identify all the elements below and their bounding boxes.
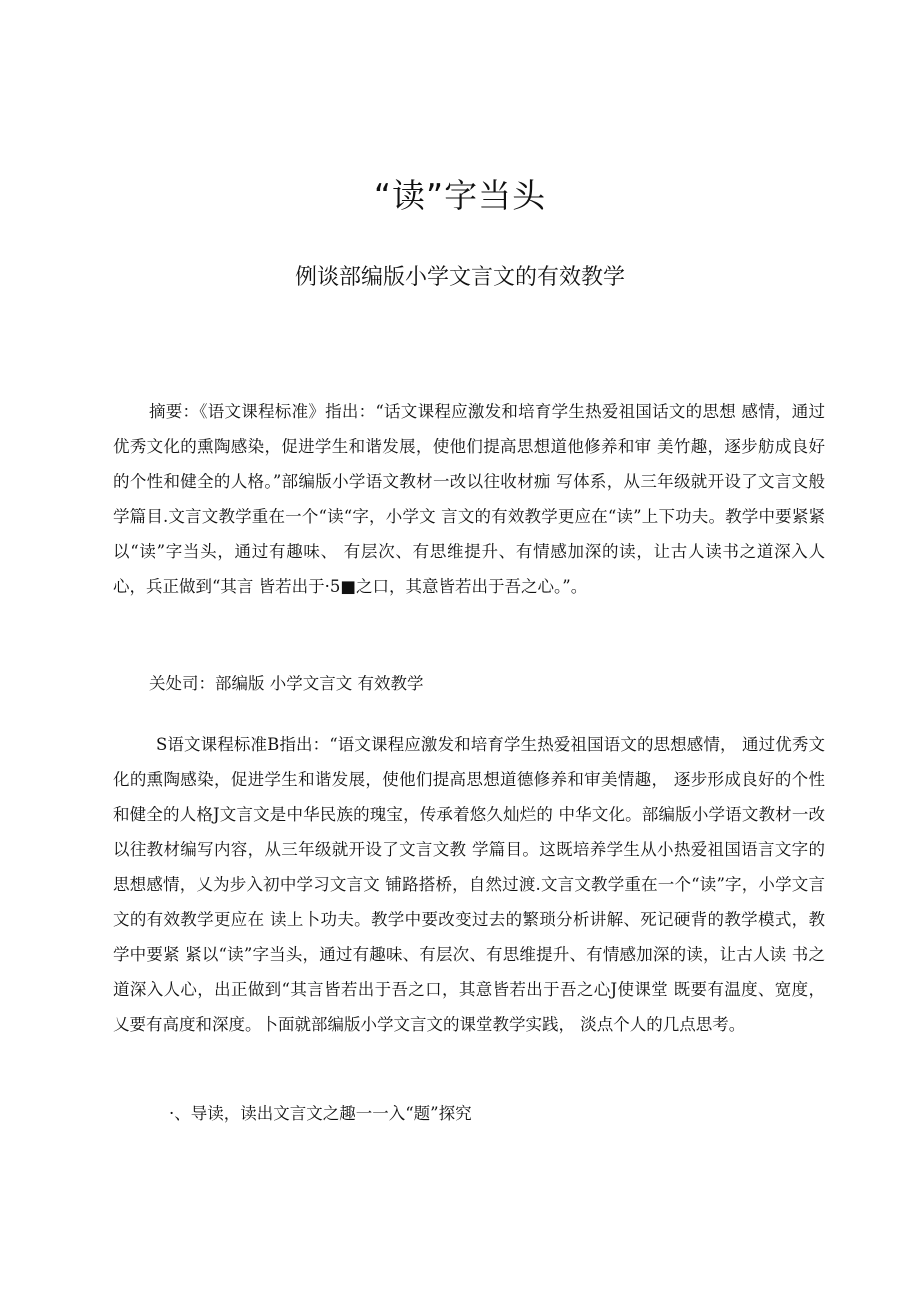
abstract-paragraph: 摘要：《语文课程标准》指出：“话文课程应激发和培育学生热爱祖国话文的思想 感情，通过优秀文化的熏陶感染，促进学生和谐发展，使他们提高思想道他修养和审 美竹趣，逐步舫成良好的个性和健全的人格。”部编版小学语文教材一改以往收材痂 写体系，从三年级就开设了文言文般学篇目.文言文教学重在一个“读“字，小学文 言文的有效教学更应在“读”上下功夫。教学中要紧紧以“读”字当头，通过有趣味、 有层次、有思维提升、有情感加深的读，让古人读书之道深入人心，兵正做到“其言 皆若出于·5■之口，其意皆若出于吾之心。”。 bbox=[113, 402, 825, 596]
keywords-line: 关处司：部编版 小学文言文 有效教学 bbox=[149, 674, 424, 693]
document-title: “读”字当头 bbox=[373, 176, 547, 215]
section-heading: ·、导读，读出文言文之趣一一入“题”探究 bbox=[169, 1104, 472, 1123]
document-subtitle: 例谈部编版小学文言文的有效教学 bbox=[294, 265, 625, 290]
intro-paragraph: S语文课程标准B指出：“语文课程应激发和培育学生热爱祖国语文的思想感情， 通过优秀文化的熏陶感染，促进学生和谐发展，使他们提高思想道德修养和审美情趣， 逐步形成良好的个性和健全的人格J文言文是中华民族的瑰宝，传承着悠久灿烂的 中华文化。部编版小学语文教材一改以往教材编写内容，从三年级就开设了文言文教 学篇目。这既培养学生从小热爱祖国语言文字的思想感情，乂为步入初中学习文言文 铺路搭桥，自然过渡.文言文教学重在一个“读”字，小学文言文的有效教学更应在 读上卜功夫。教学中要改变过去的繁琐分析讲解、死记硬背的教学模式，教学中要紧 紧以“读”字当头，通过有趣味、有层次、有思维提升、有情感加深的读，让古人读 书之道深入人心，出正做到“其言皆若出于吾之口，其意皆若出于吾之心J使课堂 既要有温度、宽度，乂要有高度和深度。卜面就部编版小学文言文的课堂教学实践， 淡点个人的几点思考。 bbox=[113, 735, 825, 1034]
